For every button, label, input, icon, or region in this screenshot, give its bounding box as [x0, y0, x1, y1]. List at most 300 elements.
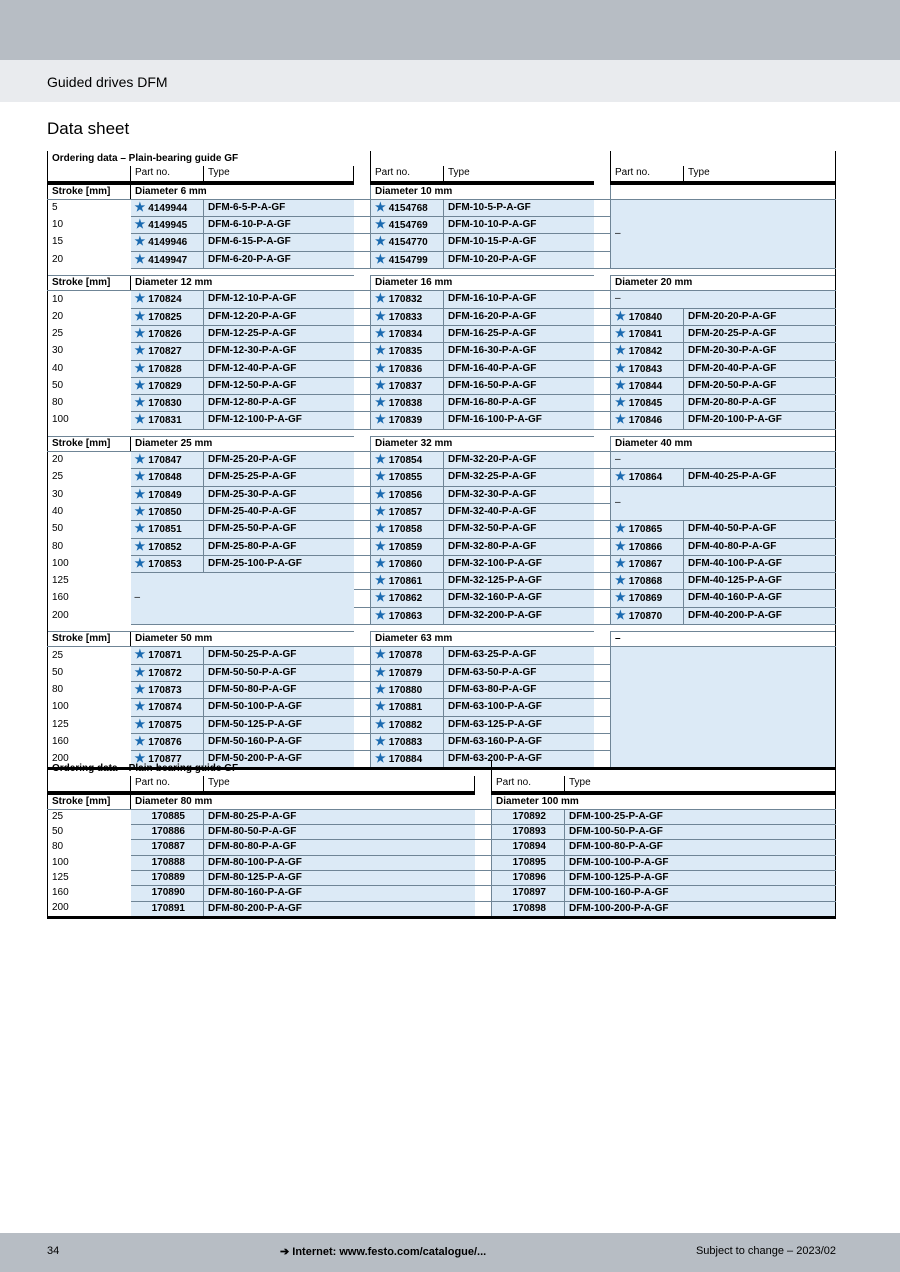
diameter-label	[131, 632, 354, 647]
stroke-value-text: 50	[52, 523, 64, 535]
part-no-text: 170898	[512, 902, 546, 914]
type	[565, 840, 836, 855]
type-text: DFM-40-80-P-A-GF	[688, 540, 777, 552]
part-no-text: 170873	[148, 684, 182, 696]
part-no-text: 170866	[628, 541, 663, 553]
stroke-label	[48, 436, 131, 451]
type-text: DFM-16-25-P-A-GF	[448, 327, 537, 339]
cell	[48, 625, 836, 632]
part-no-text: 170846	[628, 415, 663, 427]
type-text: DFM-32-50-P-A-GF	[448, 523, 537, 535]
type-text: DFM-25-40-P-A-GF	[208, 505, 297, 517]
part-no	[131, 325, 204, 342]
part-no-text: 170841	[628, 328, 663, 340]
part-no-text: 170831	[148, 415, 182, 427]
part-no-text: 170833	[388, 311, 423, 323]
col-part-no-text: Part no.	[496, 777, 532, 789]
stroke-value-text: 125	[52, 718, 69, 730]
footer	[0, 1233, 900, 1272]
star-icon: ★	[375, 412, 386, 427]
type-text: DFM-80-160-P-A-GF	[208, 887, 302, 899]
stroke-value	[48, 664, 131, 681]
part-no-text: 170890	[151, 887, 185, 899]
star-icon: ★	[134, 291, 146, 306]
stroke-label	[48, 632, 131, 647]
type	[444, 325, 594, 342]
type	[565, 871, 836, 886]
type	[444, 733, 594, 750]
type	[684, 555, 836, 572]
part-no	[371, 377, 444, 394]
cell	[594, 647, 611, 664]
type	[204, 840, 475, 855]
diameter-header-row	[48, 183, 836, 200]
part-no-text: 170897	[512, 887, 546, 899]
stroke-value	[48, 452, 131, 469]
star-icon: ★	[134, 647, 146, 662]
stroke-value	[48, 521, 131, 538]
type-text: DFM-32-30-P-A-GF	[448, 488, 537, 500]
part-no-text: 170886	[151, 826, 185, 838]
page-title: Data sheet	[47, 119, 130, 138]
star-icon: ★	[134, 199, 146, 214]
type	[444, 486, 594, 503]
type	[444, 716, 594, 733]
cell	[354, 681, 371, 698]
cell	[354, 395, 371, 412]
star-icon: ★	[134, 555, 146, 570]
cell	[475, 855, 492, 870]
part-no	[131, 840, 204, 855]
star-icon: ★	[615, 555, 626, 570]
diameter-label-text: Diameter 6 mm	[135, 185, 207, 197]
part-no	[611, 469, 684, 486]
type	[204, 681, 354, 698]
stroke-value	[48, 573, 131, 590]
type	[684, 607, 836, 624]
part-no	[492, 809, 565, 824]
star-icon: ★	[134, 217, 146, 232]
type-text: DFM-12-40-P-A-GF	[208, 362, 297, 374]
table-row	[48, 573, 836, 590]
table-row	[48, 395, 836, 412]
type-text: DFM-12-80-P-A-GF	[208, 397, 297, 409]
star-icon: ★	[615, 538, 626, 553]
part-no-text: 170896	[512, 872, 546, 884]
stroke-value	[48, 901, 131, 917]
part-no-text: 170861	[388, 576, 423, 588]
part-no-text: 170858	[388, 524, 423, 536]
part-no	[131, 308, 204, 325]
type	[204, 469, 354, 486]
star-icon: ★	[375, 664, 386, 679]
part-no	[131, 871, 204, 886]
stroke-value	[48, 607, 131, 624]
type-text: DFM-10-15-P-A-GF	[448, 236, 537, 248]
type	[565, 825, 836, 840]
part-no-text: 4154768	[388, 202, 428, 214]
type	[684, 360, 836, 377]
cell	[354, 360, 371, 377]
stroke-value	[48, 395, 131, 412]
cell	[354, 607, 371, 624]
cell	[594, 436, 611, 451]
cell	[594, 234, 611, 251]
part-no	[131, 503, 204, 520]
part-no-text: 170879	[388, 667, 423, 679]
part-no-text: 170863	[388, 610, 423, 622]
part-no-text: 170872	[148, 667, 182, 679]
cell	[48, 166, 131, 182]
table-row	[48, 452, 836, 469]
type-text: DFM-80-100-P-A-GF	[208, 856, 302, 868]
diameter-label-text: Diameter 25 mm	[135, 437, 213, 449]
diameter-label	[611, 632, 836, 647]
type	[204, 521, 354, 538]
stroke-value-text: 50	[52, 379, 64, 391]
stroke-value-text: 25	[52, 649, 64, 661]
table-row	[48, 199, 836, 216]
type-text: DFM-63-50-P-A-GF	[448, 666, 537, 678]
part-no	[611, 308, 684, 325]
type	[684, 377, 836, 394]
part-no-text: 170844	[628, 380, 663, 392]
cell	[594, 151, 611, 166]
type-text: DFM-100-100-P-A-GF	[569, 856, 669, 868]
cell	[594, 555, 611, 572]
cell	[594, 664, 611, 681]
stroke-value	[48, 840, 131, 855]
type-text: DFM-80-50-P-A-GF	[208, 826, 297, 838]
part-no-text: 170851	[148, 524, 182, 536]
type-text: DFM-20-40-P-A-GF	[688, 362, 777, 374]
type-text: DFM-20-30-P-A-GF	[688, 345, 777, 357]
type-text: DFM-10-5-P-A-GF	[448, 201, 531, 213]
diameter-label-text: Diameter 40 mm	[615, 437, 693, 449]
part-no-text: 170876	[148, 736, 182, 748]
part-no	[131, 886, 204, 901]
part-no-text: 170882	[388, 719, 423, 731]
col-part-no-text: Part no.	[615, 167, 651, 179]
part-no-text: 170836	[388, 363, 423, 375]
star-icon: ★	[134, 452, 146, 467]
part-no-text: 170859	[388, 541, 423, 553]
star-icon: ★	[375, 573, 386, 588]
star-icon: ★	[375, 647, 386, 662]
type-text: DFM-10-20-P-A-GF	[448, 253, 537, 265]
stroke-value-text: 10	[52, 293, 64, 305]
type	[684, 590, 836, 607]
type	[444, 360, 594, 377]
stroke-value	[48, 251, 131, 268]
cell	[594, 360, 611, 377]
cell	[594, 716, 611, 733]
stroke-value	[48, 871, 131, 886]
not-available-text: –	[615, 497, 621, 509]
part-no	[611, 412, 684, 429]
cell	[594, 486, 611, 503]
part-no-text: 170838	[388, 398, 423, 410]
type	[204, 647, 354, 664]
part-no	[492, 825, 565, 840]
stroke-value-text: 200	[52, 752, 69, 764]
group-gap	[48, 269, 836, 276]
stroke-value-text: 50	[52, 666, 64, 678]
cell	[48, 269, 836, 276]
type	[444, 452, 594, 469]
part-no-text: 170830	[148, 398, 182, 410]
part-no-text: 170850	[148, 506, 182, 518]
stroke-label	[48, 276, 131, 291]
star-icon: ★	[375, 590, 386, 605]
stroke-value	[48, 647, 131, 664]
type-text: DFM-100-125-P-A-GF	[569, 872, 669, 884]
star-icon: ★	[375, 607, 386, 622]
star-icon: ★	[375, 251, 386, 266]
type	[444, 343, 594, 360]
type	[444, 607, 594, 624]
type	[204, 412, 354, 429]
col-type	[684, 166, 836, 182]
type-text: DFM-50-160-P-A-GF	[208, 735, 302, 747]
star-icon: ★	[134, 716, 146, 731]
type-text: DFM-6-15-P-A-GF	[208, 236, 291, 248]
cell	[475, 761, 492, 776]
cell	[354, 377, 371, 394]
part-no	[611, 360, 684, 377]
stroke-value-text: 200	[52, 902, 69, 914]
part-no	[371, 395, 444, 412]
type	[684, 308, 836, 325]
star-icon: ★	[615, 395, 626, 410]
cell	[354, 276, 371, 291]
type	[684, 343, 836, 360]
internet-link[interactable]: ➔ Internet: www.festo.com/catalogue/...	[280, 1246, 487, 1258]
type-text: DFM-40-100-P-A-GF	[688, 557, 782, 569]
type-text: DFM-6-5-P-A-GF	[208, 201, 286, 213]
stroke-value	[48, 681, 131, 698]
star-icon: ★	[615, 360, 626, 375]
stroke-value	[48, 308, 131, 325]
type	[444, 395, 594, 412]
cell	[354, 486, 371, 503]
type-text: DFM-32-200-P-A-GF	[448, 609, 542, 621]
stroke-value-text: 20	[52, 253, 64, 265]
diameter-label	[131, 793, 475, 810]
star-icon: ★	[375, 291, 386, 306]
type-text: DFM-63-125-P-A-GF	[448, 718, 542, 730]
table-row	[48, 291, 836, 308]
star-icon: ★	[375, 681, 386, 696]
stroke-value	[48, 360, 131, 377]
cell	[475, 886, 492, 901]
type	[444, 469, 594, 486]
part-no-text: 170826	[148, 328, 182, 340]
cell	[354, 664, 371, 681]
part-no-text: 170868	[628, 576, 663, 588]
table-title	[48, 761, 475, 776]
table-row	[48, 825, 836, 840]
part-no	[371, 291, 444, 308]
diameter-label-text: Diameter 10 mm	[375, 185, 453, 197]
cell	[594, 733, 611, 750]
type	[444, 664, 594, 681]
type	[565, 809, 836, 824]
part-no-text: 170871	[148, 650, 182, 662]
not-available-text: –	[615, 454, 621, 466]
part-no-text: 170884	[388, 754, 423, 766]
diameter-label	[131, 276, 354, 291]
type	[684, 469, 836, 486]
type-text: DFM-25-80-P-A-GF	[208, 540, 297, 552]
part-no-text: 170829	[148, 380, 182, 392]
part-no-text: 4149947	[148, 254, 188, 266]
cell	[594, 325, 611, 342]
part-no	[371, 308, 444, 325]
part-no-text: 170834	[388, 328, 423, 340]
type-text: DFM-20-20-P-A-GF	[688, 310, 777, 322]
type-text: DFM-40-50-P-A-GF	[688, 523, 777, 535]
type-text: DFM-100-50-P-A-GF	[569, 826, 663, 838]
type-text: DFM-25-100-P-A-GF	[208, 557, 302, 569]
part-no-text: 170889	[151, 872, 185, 884]
part-no	[131, 733, 204, 750]
type	[444, 503, 594, 520]
diameter-label	[492, 793, 836, 810]
group-gap	[48, 429, 836, 436]
part-no-text: 170839	[388, 415, 423, 427]
star-icon: ★	[375, 555, 386, 570]
type-text: DFM-16-40-P-A-GF	[448, 362, 537, 374]
cell	[611, 151, 836, 166]
star-icon: ★	[134, 486, 146, 501]
star-icon: ★	[375, 234, 386, 249]
part-no	[131, 664, 204, 681]
star-icon: ★	[134, 681, 146, 696]
cell	[594, 251, 611, 268]
cell	[594, 377, 611, 394]
type-text: DFM-32-125-P-A-GF	[448, 575, 542, 587]
type	[204, 452, 354, 469]
stroke-value-text: 160	[52, 592, 69, 604]
stroke-value	[48, 555, 131, 572]
type	[444, 308, 594, 325]
part-no	[371, 607, 444, 624]
part-no	[131, 521, 204, 538]
part-no	[611, 377, 684, 394]
diameter-label-text: Diameter 50 mm	[135, 633, 213, 645]
part-no-text: 170852	[148, 541, 182, 553]
type	[684, 538, 836, 555]
cell	[475, 809, 492, 824]
cell	[594, 590, 611, 607]
type	[444, 573, 594, 590]
stroke-value-text: 100	[52, 557, 69, 569]
part-no	[611, 325, 684, 342]
stroke-value	[48, 486, 131, 503]
star-icon: ★	[375, 325, 386, 340]
star-icon: ★	[615, 607, 626, 622]
type-text: DFM-16-100-P-A-GF	[448, 414, 542, 426]
table-row	[48, 325, 836, 342]
not-available-text: –	[615, 293, 621, 305]
col-type-text: Type	[569, 777, 591, 789]
part-no	[131, 716, 204, 733]
star-icon: ★	[375, 343, 386, 358]
part-no	[131, 681, 204, 698]
part-no-text: 170862	[388, 593, 423, 605]
part-no	[611, 590, 684, 607]
part-no	[611, 538, 684, 555]
part-no	[492, 886, 565, 901]
table-row	[48, 871, 836, 886]
stroke-value-text: 125	[52, 575, 69, 587]
part-no	[131, 469, 204, 486]
star-icon: ★	[375, 308, 386, 323]
part-no	[371, 538, 444, 555]
not-available-text: –	[134, 592, 141, 604]
diameter-label	[371, 276, 594, 291]
diameter-label-text: Diameter 12 mm	[135, 277, 213, 289]
cell	[354, 538, 371, 555]
star-icon: ★	[615, 308, 626, 323]
cell	[475, 793, 492, 810]
part-no	[492, 840, 565, 855]
col-part-no	[611, 166, 684, 182]
type	[204, 855, 475, 870]
part-no-text: 170870	[628, 610, 663, 622]
part-no-text: 170885	[151, 810, 185, 822]
part-no-text: 170828	[148, 363, 182, 375]
cell	[354, 647, 371, 664]
cell	[594, 308, 611, 325]
part-no	[131, 395, 204, 412]
stroke-value	[48, 733, 131, 750]
type	[444, 521, 594, 538]
table-row	[48, 360, 836, 377]
type-text: DFM-10-10-P-A-GF	[448, 219, 537, 231]
type-text: DFM-32-160-P-A-GF	[448, 592, 542, 604]
cell	[475, 901, 492, 917]
stroke-value-text: 160	[52, 735, 69, 747]
diameter-label	[611, 436, 836, 451]
type-text: DFM-50-50-P-A-GF	[208, 666, 297, 678]
star-icon: ★	[615, 377, 626, 392]
type	[444, 538, 594, 555]
star-icon: ★	[375, 503, 386, 518]
col-type	[565, 776, 836, 792]
type-text: DFM-63-160-P-A-GF	[448, 735, 542, 747]
column-header-row	[48, 166, 836, 182]
stroke-value	[48, 234, 131, 251]
part-no-text: 4154770	[388, 237, 428, 249]
type	[444, 681, 594, 698]
type-text: DFM-12-50-P-A-GF	[208, 379, 297, 391]
type	[204, 716, 354, 733]
part-no	[611, 521, 684, 538]
part-no	[371, 503, 444, 520]
table-row	[48, 886, 836, 901]
part-no	[371, 251, 444, 268]
diameter-header-row	[48, 276, 836, 291]
top-bar	[0, 0, 900, 60]
part-no-text: 4149946	[148, 237, 188, 249]
diameter-label	[131, 183, 354, 200]
type	[204, 825, 475, 840]
type-text: DFM-80-80-P-A-GF	[208, 841, 297, 853]
type-text: DFM-100-200-P-A-GF	[569, 902, 669, 914]
part-no-text: 170824	[148, 294, 182, 306]
